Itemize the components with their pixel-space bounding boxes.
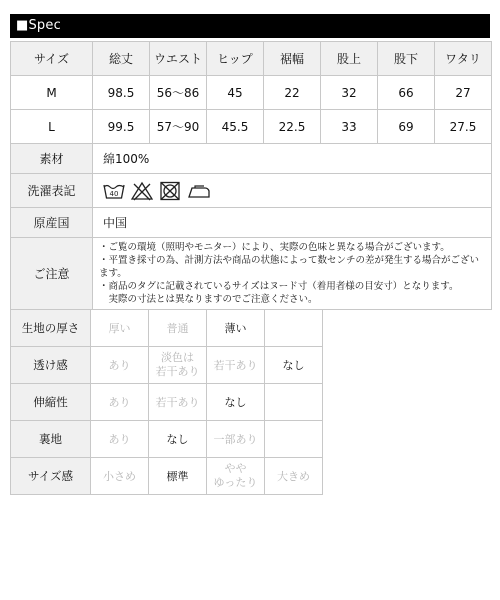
feel-row (11, 458, 323, 495)
fabric-feel-table (10, 309, 323, 495)
material-label: 素材 (11, 144, 93, 174)
table-cell: 57〜90 (150, 110, 207, 144)
size-cell: M (11, 76, 93, 110)
feel-option (207, 458, 265, 495)
wash-40-icon (103, 181, 125, 201)
column-header: 股上 (321, 42, 378, 76)
origin-row (11, 208, 492, 238)
no-bleach-icon (131, 181, 153, 201)
column-header: ウエスト (150, 42, 207, 76)
feel-row (11, 384, 323, 421)
spec-header-row (11, 42, 492, 76)
care-row (11, 174, 492, 208)
note-line: ・ご覧の環境（照明やモニター）により、実際の色味と異なる場合がございます。 (99, 242, 450, 253)
feel-option: 一部あり (207, 421, 265, 458)
notes-label: ご注意 (11, 238, 93, 310)
spec-header: ■Spec (10, 14, 490, 38)
feel-option: 若干あり (149, 384, 207, 421)
notes-text (93, 238, 492, 310)
feel-option: 大きめ (265, 458, 323, 495)
iron-icon (187, 181, 211, 201)
note-line: ・商品のタグに記載されているサイズはヌード寸（着用者様の目安寸）となります。 (99, 281, 459, 292)
feel-row (11, 421, 323, 458)
column-header: 総丈 (93, 42, 150, 76)
feel-option: 若干あり (207, 347, 265, 384)
table-cell: 56〜86 (150, 76, 207, 110)
feel-option (265, 421, 323, 458)
feel-option: 小さめ (91, 458, 149, 495)
feel-option: 厚い (91, 310, 149, 347)
note-line: 実際の寸法とは異なりますのでご注意ください。 (99, 294, 318, 305)
feel-option: あり (91, 421, 149, 458)
care-label: 洗濯表記 (11, 174, 93, 208)
column-header: 股下 (378, 42, 435, 76)
table-cell: 33 (321, 110, 378, 144)
feel-option (149, 347, 207, 384)
feel-option (265, 310, 323, 347)
origin-value: 中国 (93, 208, 492, 238)
feel-option: あり (91, 347, 149, 384)
table-cell: 22 (264, 76, 321, 110)
table-row (11, 110, 492, 144)
feel-option: なし (149, 421, 207, 458)
table-cell: 22.5 (264, 110, 321, 144)
table-cell: 45.5 (207, 110, 264, 144)
table-cell: 99.5 (93, 110, 150, 144)
feel-option (265, 384, 323, 421)
table-cell: 27 (435, 76, 492, 110)
size-cell: L (11, 110, 93, 144)
table-cell: 69 (378, 110, 435, 144)
material-row (11, 144, 492, 174)
feel-option-line: 若干あり (155, 365, 200, 378)
feel-label: 生地の厚さ (11, 310, 91, 347)
table-cell: 27.5 (435, 110, 492, 144)
table-row (11, 76, 492, 110)
no-tumble-dry-icon (159, 181, 181, 201)
spec-table (10, 41, 492, 310)
feel-option: 標準 (149, 458, 207, 495)
feel-option: 普通 (149, 310, 207, 347)
feel-row (11, 347, 323, 384)
column-header: ヒップ (207, 42, 264, 76)
feel-row (11, 310, 323, 347)
origin-label: 原産国 (11, 208, 93, 238)
column-header: ワタリ (435, 42, 492, 76)
feel-label: 裏地 (11, 421, 91, 458)
feel-option-line: 淡色は (161, 351, 194, 364)
feel-option-line: ゆったり (213, 476, 258, 489)
note-line: ・平置き採寸の為、計測方法や商品の状態によって数センチの差が発生する場合がございます。 (99, 255, 480, 279)
notes-row (11, 238, 492, 310)
table-cell: 32 (321, 76, 378, 110)
feel-option: なし (207, 384, 265, 421)
feel-option-line: やや (224, 462, 247, 475)
material-value: 綿100% (93, 144, 492, 174)
feel-label: サイズ感 (11, 458, 91, 495)
feel-option: なし (265, 347, 323, 384)
care-icons (93, 174, 492, 208)
feel-option: 薄い (207, 310, 265, 347)
column-header: サイズ (11, 42, 93, 76)
feel-label: 伸縮性 (11, 384, 91, 421)
table-cell: 66 (378, 76, 435, 110)
column-header: 裾幅 (264, 42, 321, 76)
table-cell: 98.5 (93, 76, 150, 110)
wash-temperature: 40 (109, 189, 119, 198)
feel-option: あり (91, 384, 149, 421)
table-cell: 45 (207, 76, 264, 110)
feel-label: 透け感 (11, 347, 91, 384)
